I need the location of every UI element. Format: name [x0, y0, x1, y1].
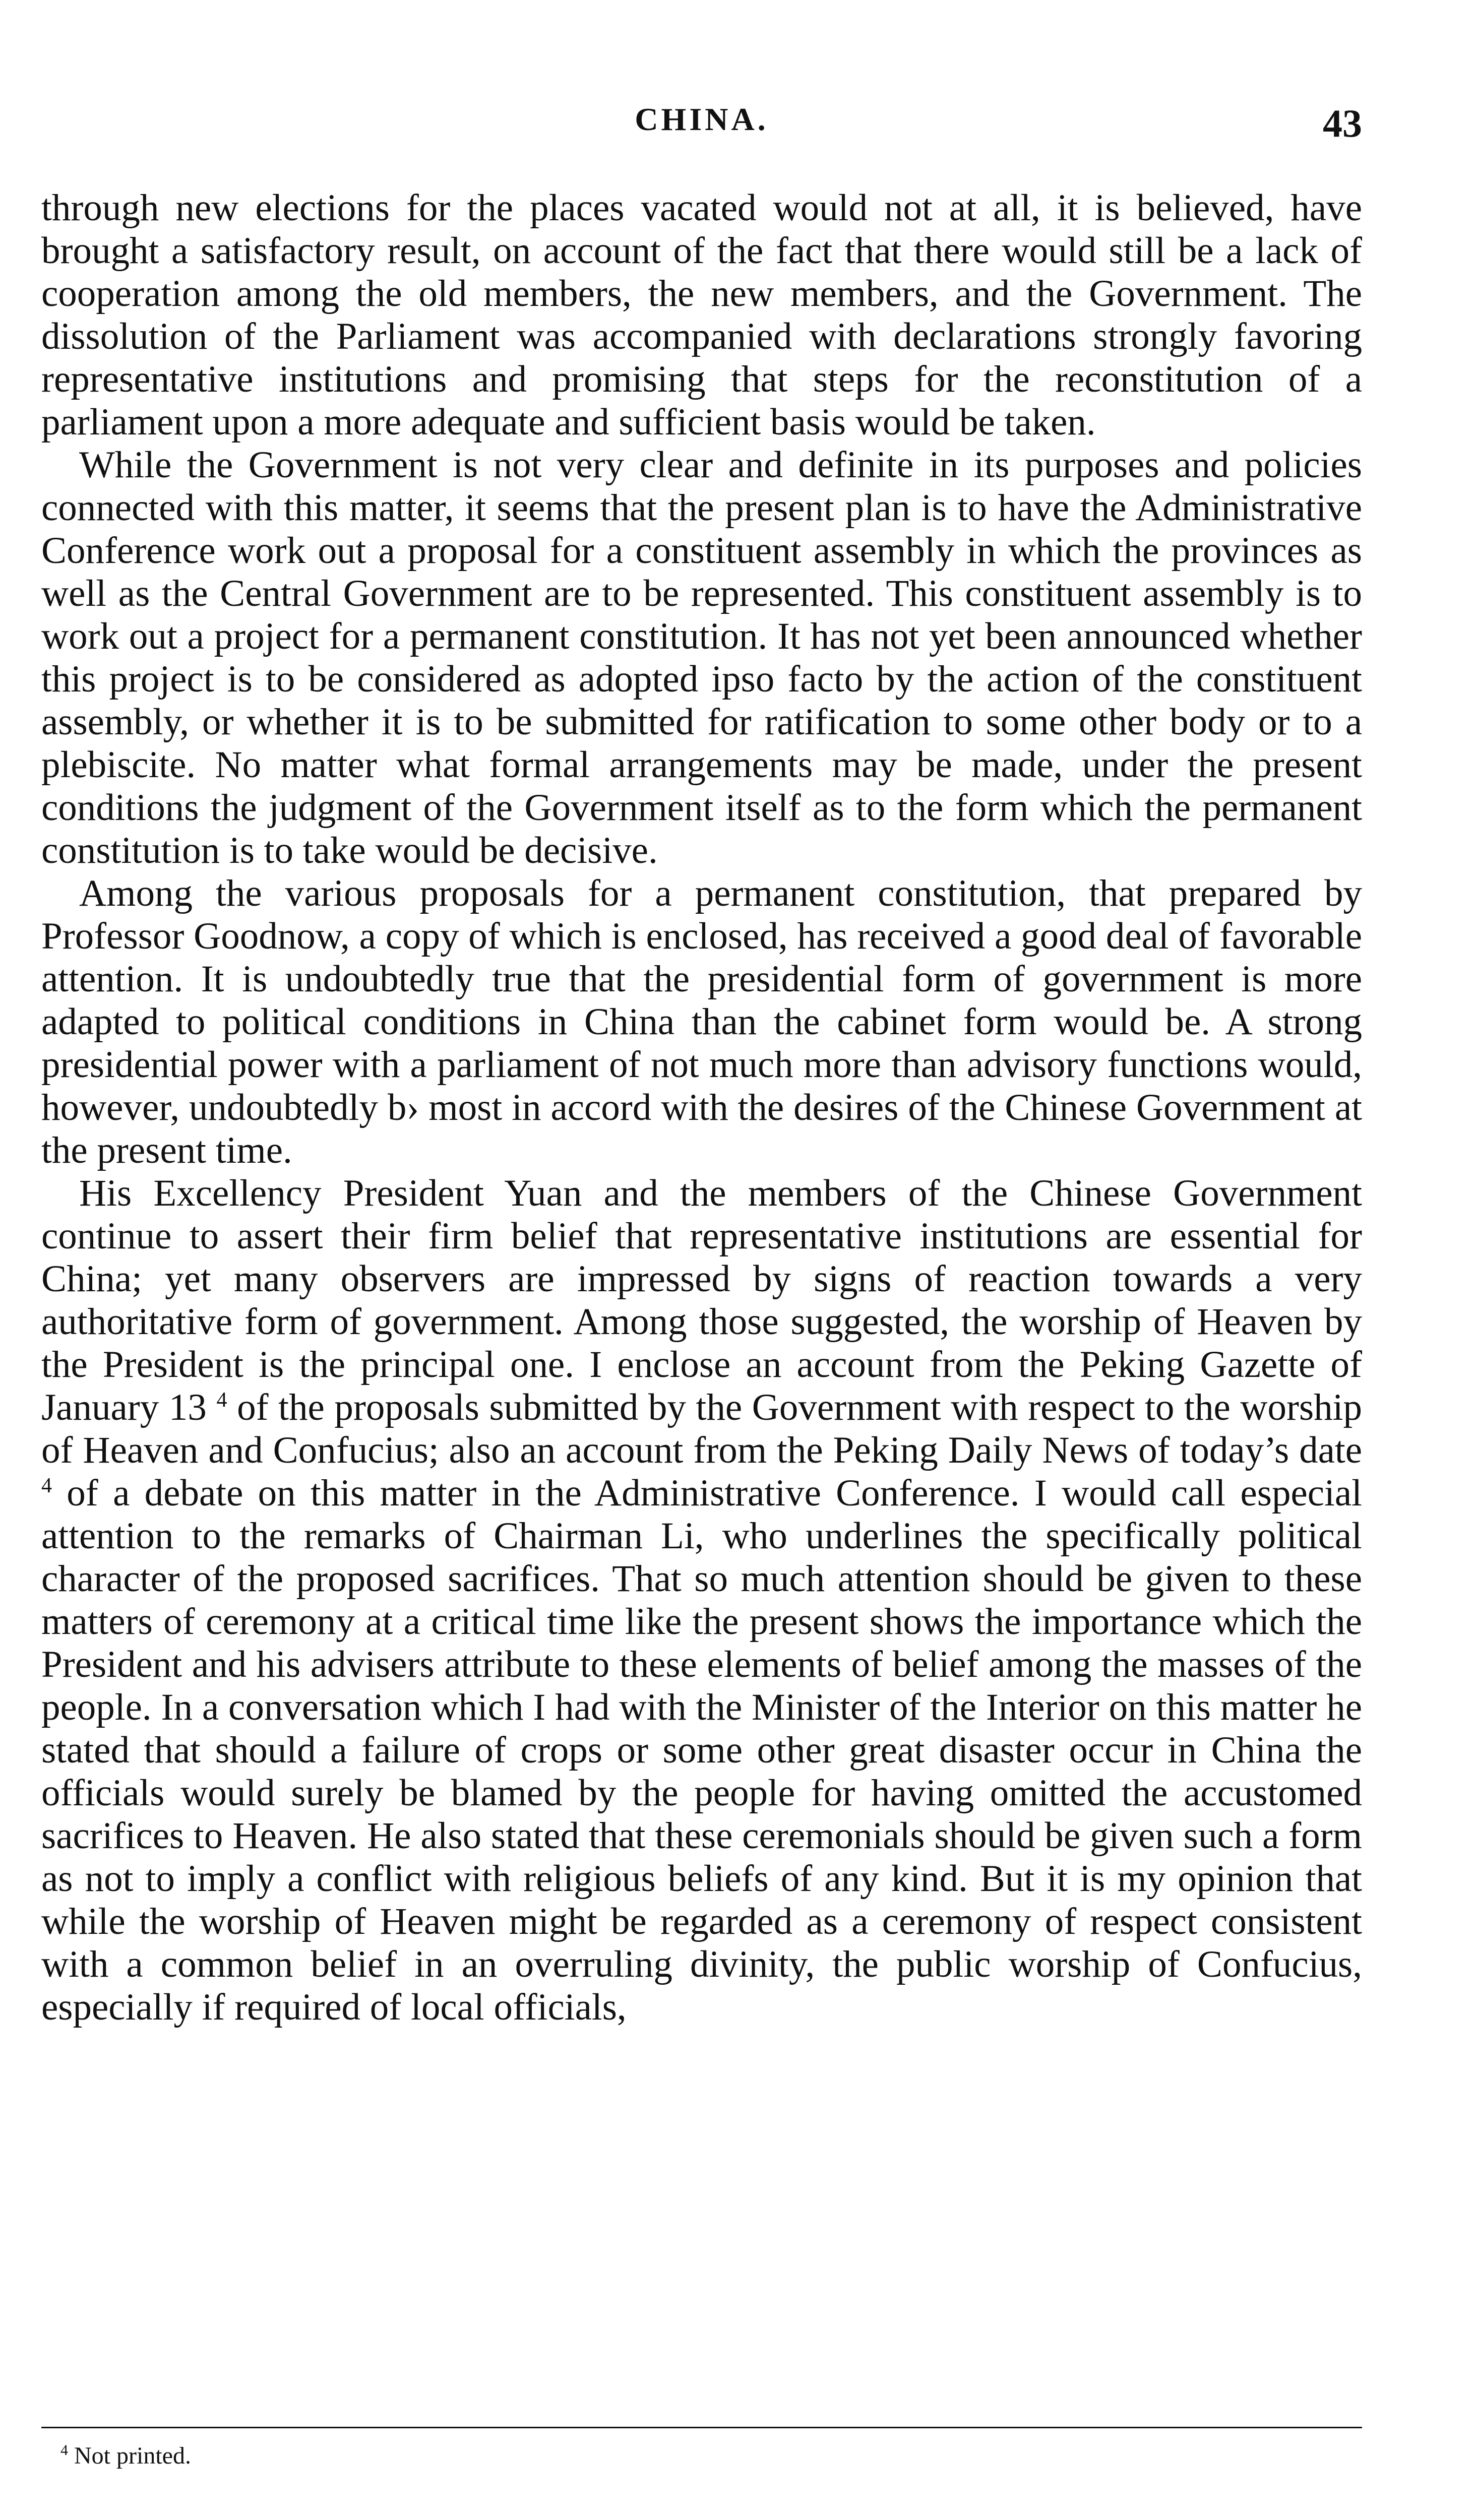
footnote-mark: 4: [60, 2442, 68, 2459]
footnote-reference: 4: [216, 1389, 227, 1412]
paragraph-3: Among the various proposals for a permanent constitution, that prepared by Professor Goodnow, a copy of which is enclosed, has received a good deal of favorable attention. It is undoubtedly true that the presidential form of government is more adapted to political conditions in China than the cabinet form would be. A strong presidential power with a parliament of not much more than advisory functions would, however, undoubtedly b› most in accord with the desires of the Chinese Government at the present time.: [41, 872, 1362, 1171]
footnote-reference: 4: [41, 1474, 52, 1497]
paragraph-2: While the Government is not very clear and definite in its purposes and policies connected with this matter, it seems that the present plan is to have the Administrative Conference work out a proposal for a constituent assembly in which the provinces as well as the Central Government are to be represented. This constituent assembly is to work out a project for a permanent constitution. It has not yet been announced whether this project is to be considered as adopted ipso facto by the action of the constituent assembly, or whether it is to be submitted for ratification to some other body or to a plebiscite. No matter what formal arrangements may be made, under the present conditions the judgment of the Government itself as to the form which the permanent constitution is to take would be decisive.: [41, 444, 1362, 871]
paragraph-1: through new elections for the places vacated would not at all, it is believed, have brought a satisfactory result, on account of the fact that there would still be a lack of cooperation among the old members, the new members, and the Government. The dissolution of the Parliament was accompanied with declarations strongly favoring representative institutions and promising that steps for the reconstitution of a parliament upon a more adequate and sufficient basis would be taken.: [41, 187, 1362, 443]
paragraph-4: [41, 1172, 1362, 2029]
page-header: [41, 101, 1362, 145]
body-text: [41, 186, 1362, 2029]
footnote-text: Not printed.: [68, 2442, 191, 2469]
footnote: [60, 2441, 1321, 2471]
paragraph-4-part-c: of a debate on this matter in the Administrative Conference. I would call especial attention to the remarks of Chairman Li, who underlines the specifically political character of the proposed sacrifices. That so much attention should be given to these matters of ceremony at a critical time like the present shows the importance which the President and his advisers attribute to these elements of belief among the masses of the people. In a conversation which I had with the Minister of the Interior on this matter he stated that should a failure of crops or some other great disaster occur in China the officials would surely be blamed by the people for having omitted the accustomed sacrifices to Heaven. He also stated that these ceremonials should be given such a form as not to imply a conflict with religious beliefs of any kind. But it is my opinion that while the worship of Heaven might be regarded as a ceremony of respect consistent with a common belief in an overruling divinity, the public worship of Confucius, especially if required of local officials,: [41, 1472, 1362, 2028]
paragraph-4-part-a: His Excellency President Yuan and the members of the Chinese Government continue to assert their firm belief that representative institutions are essential for China; yet many observers are impressed by signs of reaction towards a very authoritative form of government. Among those suggested, the worship of Heaven by the President is the principal one. I enclose an account from the Peking Gazette of January 13: [41, 1172, 1362, 1428]
running-title: CHINA.: [635, 101, 769, 137]
footnote-divider: [41, 2427, 1362, 2428]
page-number: 43: [1323, 101, 1362, 145]
paragraph-4-part-b: of the proposals submitted by the Government with respect to the worship of Heaven and Confucius; also an account from the Peking Daily News of today’s date: [41, 1387, 1363, 1471]
